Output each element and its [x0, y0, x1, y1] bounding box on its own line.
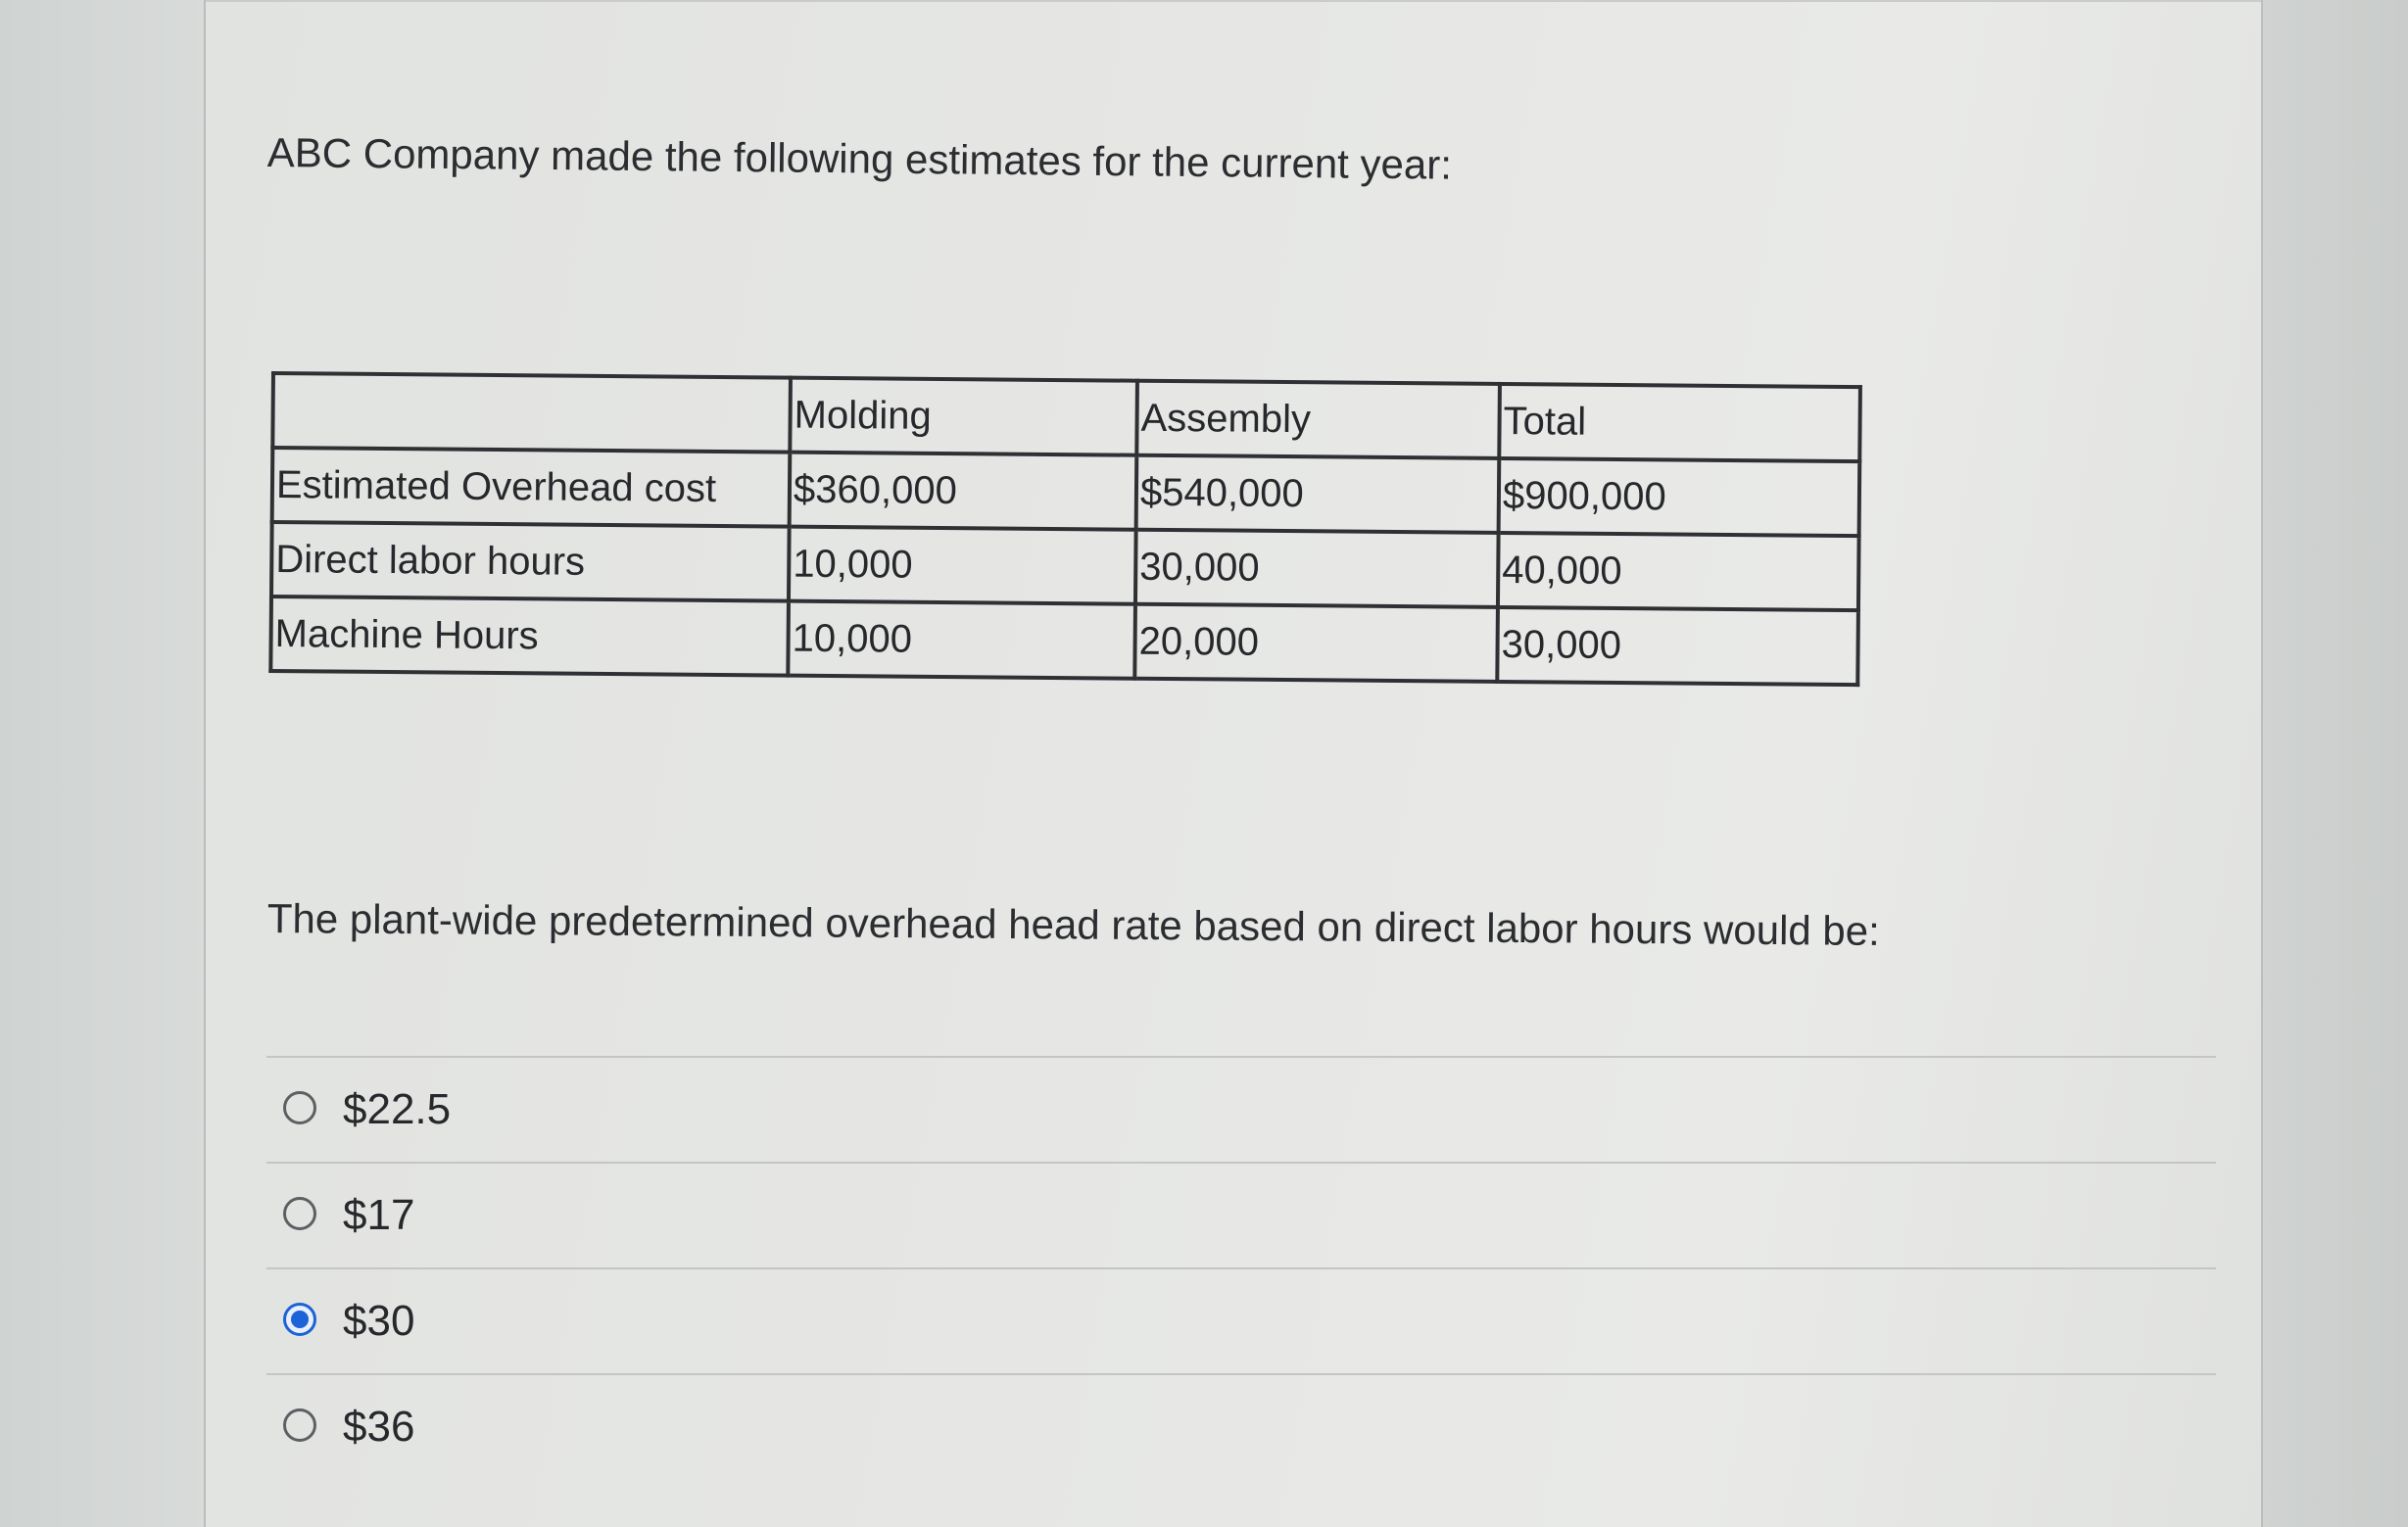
table-row-label: Direct labor hours [271, 522, 790, 601]
table-cell: $900,000 [1499, 458, 1860, 536]
table-row-label: Estimated Overhead cost [272, 448, 791, 527]
estimates-table [268, 371, 1862, 687]
table-header-cell: Molding [790, 378, 1137, 455]
table-cell: 10,000 [789, 527, 1136, 604]
question-text: The plant-wide predetermined overhead head rate based on direct labor hours would be: [266, 895, 1880, 954]
radio-button[interactable] [283, 1091, 316, 1124]
table-header-row [272, 373, 1860, 461]
panel-top-rule [206, 0, 2263, 2]
answer-option-label[interactable]: $30 [343, 1297, 415, 1345]
answer-option[interactable] [266, 1056, 2216, 1162]
table-cell: $540,000 [1136, 455, 1500, 533]
intro-text: ABC Company made the following estimates for the current year: [266, 129, 1453, 188]
table-header-cell: Assembly [1136, 381, 1500, 458]
radio-button[interactable] [283, 1408, 316, 1442]
answer-options [266, 1056, 2216, 1479]
answer-option-label[interactable]: $17 [343, 1191, 415, 1239]
table-cell: 10,000 [788, 601, 1135, 679]
left-gutter [0, 0, 206, 1527]
answer-option[interactable] [266, 1267, 2216, 1373]
answer-option[interactable] [266, 1162, 2216, 1267]
answer-option[interactable] [266, 1373, 2216, 1479]
radio-button[interactable] [283, 1197, 316, 1230]
table-row [270, 596, 1858, 685]
table-row [272, 448, 1860, 536]
table-cell: 40,000 [1498, 533, 1859, 610]
table-cell: 20,000 [1134, 604, 1498, 682]
table-row [271, 522, 1859, 610]
answer-option-label[interactable]: $22.5 [343, 1085, 452, 1133]
answer-option-label[interactable]: $36 [343, 1403, 415, 1451]
radio-button-selected[interactable] [283, 1303, 316, 1336]
table-row-label: Machine Hours [270, 596, 789, 676]
table-cell: $360,000 [790, 453, 1137, 530]
table-header-cell [272, 373, 791, 453]
table-header-cell: Total [1499, 384, 1860, 461]
right-gutter [2263, 0, 2408, 1527]
table-cell: 30,000 [1135, 530, 1499, 607]
table-cell: 30,000 [1497, 607, 1858, 685]
